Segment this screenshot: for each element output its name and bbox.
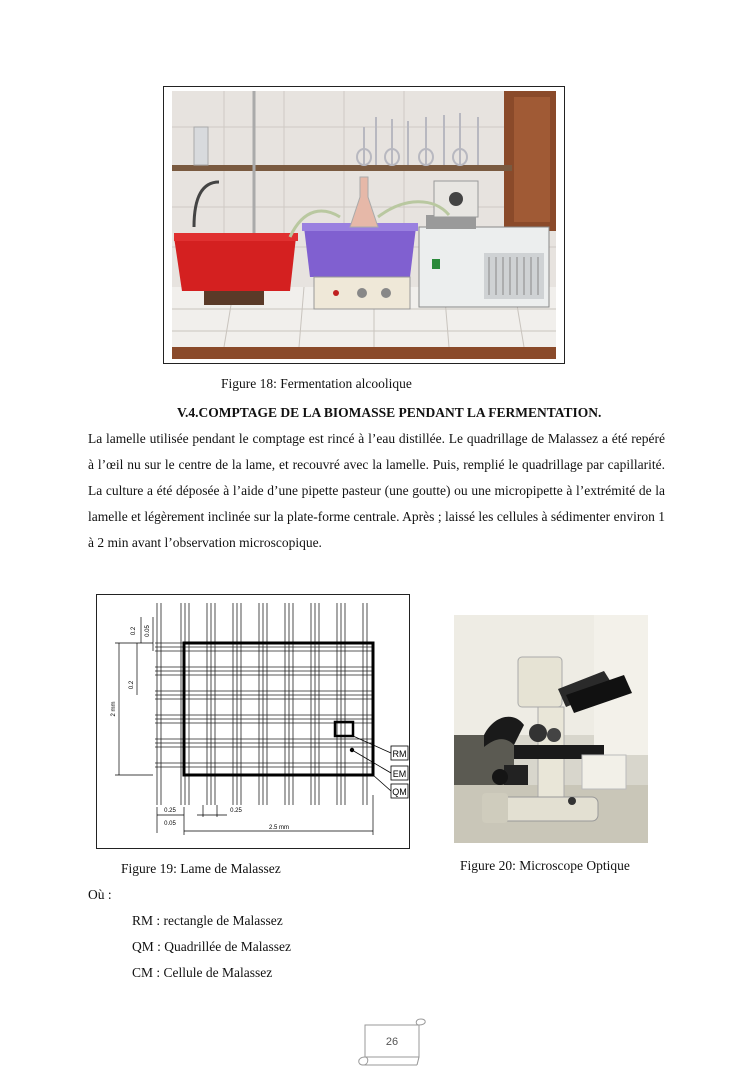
dim-0-25-left: 0.25 bbox=[164, 808, 176, 814]
figure-20-caption: Figure 20: Microscope Optique bbox=[460, 858, 630, 873]
label-rm: RM bbox=[392, 749, 407, 759]
figure-19-frame bbox=[96, 594, 410, 849]
label-em: EM bbox=[392, 769, 407, 779]
body-paragraph: La lamelle utilisée pendant le comptage est rincé à l’eau distillée. Le quadrillage de Malassez a été repéré à l’œil nu sur le centre de la lame, et recouvré avec la lamelle. Puis, remplié le quadrillage par capillarité. La culture a été déposée à l’aide d’une pipette pasteur (une goutte) ou une micropipette à l’extrémité de la lamelle et légèrement inclinée sur la plate-forme centrale. Après ; laissé les cellules à sédimenter environ 1 à 2 min avant l’observation microscopique. bbox=[88, 431, 665, 550]
legend-item-cm: CM : Cellule de Malassez bbox=[132, 965, 273, 980]
label-qm: QM bbox=[392, 787, 407, 797]
dim-0-05-bottom: 0.05 bbox=[164, 821, 176, 827]
legend-item-rm: RM : rectangle de Malassez bbox=[132, 913, 283, 928]
dim-0-05-top: 0.05 bbox=[145, 625, 151, 637]
figure-19-caption: Figure 19: Lame de Malassez bbox=[121, 861, 281, 876]
dim-0-2-top: 0.2 bbox=[131, 626, 137, 636]
dim-2mm: 2 mm bbox=[111, 701, 117, 717]
legend-intro: Où : bbox=[88, 887, 112, 902]
dim-0-25-right: 0.25 bbox=[230, 808, 242, 814]
figure-18-frame bbox=[163, 86, 565, 364]
optical-microscope-image bbox=[454, 615, 648, 843]
figure-20-photo bbox=[454, 615, 648, 843]
figure-18-caption: Figure 18: Fermentation alcoolique bbox=[221, 376, 412, 391]
malassez-grid-diagram bbox=[97, 595, 409, 848]
dim-2-5mm: 2.5 mm bbox=[268, 825, 290, 831]
legend-item-qm: QM : Quadrillée de Malassez bbox=[132, 939, 291, 954]
page-number-scroll bbox=[357, 1017, 427, 1069]
fermentation-setup-image bbox=[164, 87, 564, 363]
section-heading: V.4.COMPTAGE DE LA BIOMASSE PENDANT LA FERMENTATION. bbox=[177, 405, 602, 420]
dim-0-2-mid: 0.2 bbox=[129, 680, 135, 690]
page-number: 26 bbox=[385, 1036, 399, 1048]
